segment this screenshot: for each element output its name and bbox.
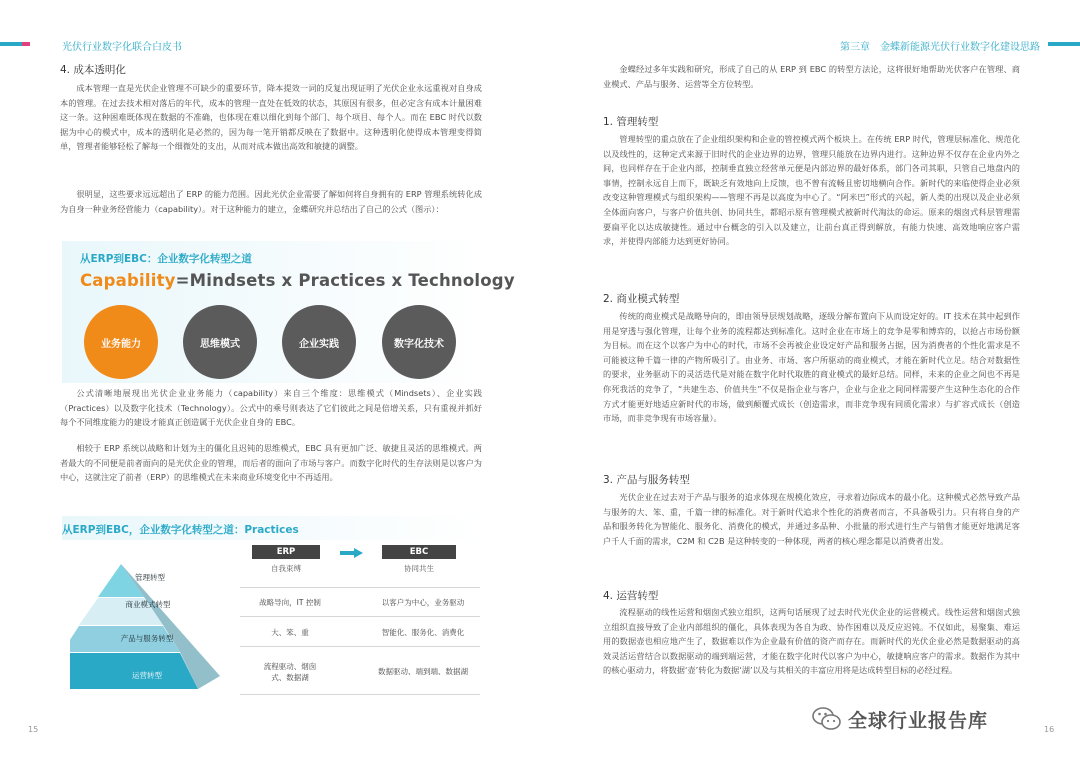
row-divider [240, 646, 480, 647]
chapter-title: 第三章 金蝶新能源光伏行业数字化建设思路 [840, 42, 1040, 53]
watermark [812, 704, 988, 734]
watermark-text: 全球行业报告库 [848, 709, 989, 732]
header-accent-bar-right [1048, 42, 1080, 46]
erp-subtitle: 自我束缚 [271, 564, 301, 573]
wechat-icon [812, 706, 842, 732]
pyramid-label-business-model: 商业模式转型 [125, 600, 171, 609]
page-number-left: 15 [28, 725, 39, 734]
circle-mindsets: 思维模式 [183, 305, 257, 379]
capability-figure [62, 241, 515, 383]
row-erp-operations: 流程驱动、烟囱式、数据湖 [263, 662, 317, 683]
pyramid-label-operations: 运营转型 [132, 671, 162, 680]
paragraph-capability: 很明显，这些要求远远超出了 ERP 的能力范围。因此光伏企业需要了解如何将自身拥有的 ERP 管理系统转化成为自身一种业务经营能力（capability）。对于这种能力的建立，金蝶研究并总结出了自己的公式（图示）： [60, 189, 482, 214]
header-accent-bar [0, 42, 22, 46]
row-erp-management: 战略导向，IT 控制 [259, 598, 321, 607]
heading-management: 1. 管理转型 [603, 116, 659, 128]
practices-figure [62, 516, 480, 696]
heading-product-service: 3. 产品与服务转型 [603, 474, 690, 486]
formula-factors: =Mindsets x Practices x Technology [175, 271, 515, 290]
paragraph-formula: 公式清晰地展现出光伏企业业务能力（capability）来自三个维度：思维模式（Mindsets）、企业实践（Practices）以及数字化技术（Technology）。公式中的乘号则表达了它们彼此之间是倍增关系，只有重视并抓好每个不同维度能力的建设才能真正创造属于光伏企业自身的 EBC。 [60, 388, 482, 428]
row-ebc-operations: 数据驱动、端到端、数据湖 [378, 667, 468, 676]
row-erp-business: 大、笨、重 [271, 628, 309, 637]
row-divider [240, 616, 480, 617]
heading-operations: 4. 运营转型 [603, 590, 659, 602]
section-title [60, 62, 482, 77]
paragraph-business-model: 传统的商业模式是战略导向的，即由领导层规划战略，逐级分解布置向下从而设定好的。IT 技术在其中起到作用是穿透与强化管理，让每个业务的流程都达到标准化。这时企业在市场上的竞争是零和博弈的，以抢占市场份额为目标。而在这个以客户为中心的时代，市场不会再被企业设定好产品和服务占据，因为消费者的个性化需求是不可能被这种千篇一律的产物所吸引了。由业务、市场、客户所驱动的商业模式，才能在新时代立足。结合对数据性的要求，业务驱动下的灵活迭代是对能在数字化时代取胜的商业模式的最好总结。同样，未来的企业之间也不再是你死我活的竞争了，“共建生态、价值共生”不仅是指企业与客户，企业与企业之间同样需要产生这种生态化的合作方式才能更好地适应新时代的市场，做到颠覆式成长（创造需求，而非竞争现有同质化需求）与扩容式成长（创造市场，而非竞争现有市场容量）。 [603, 311, 1020, 424]
practices-figure-title: 从ERP到EBC，企业数字化转型之道：Practices [62, 524, 299, 536]
row-ebc-management: 以客户为中心，业务驱动 [381, 598, 465, 607]
heading-business-model: 2. 商业模式转型 [603, 293, 680, 305]
row-divider [240, 694, 480, 695]
circle-practices: 企业实践 [282, 305, 356, 379]
header-title: 光伏行业数字化联合白皮书 [62, 42, 182, 53]
pyramid-label-product-service: 产品与服务转型 [120, 634, 174, 643]
paragraph-operations: 流程驱动的线性运营和烟囱式独立组织，这两句话展现了过去时代光伏企业的运营模式。线性运营和烟囱式独立组织直接导致了企业内部组织的僵化，具体表现为各自为政、协作困难以及反应迟钝。不仅如此，易聚集、难运用的数据壶也相应地产生了，数据难以作为企业最有价值的资产而存在。而新时代的光伏企业必然是数据驱动的高效灵活运营结合以数据驱动的端到端运营，才能在数字化时代以客户为中心，敏捷响应客户的需求。数据作为其中的核心驱动力，将数据‘壶’转化为数据‘湖’以及与其相关的丰富应用将是达成转型目标的必经过程。 [603, 607, 1020, 676]
ebc-tag: EBC [382, 545, 456, 559]
paragraph-management: 管理转型的重点放在了企业组织架构和企业的管控模式两个板块上。在传统 ERP 时代，管理层标准化、规范化以及线性的，这种定式来源于旧时代的企业边界的边界，管理只能放在边界内进行。这种边界不仅存在企业内外之间，也同样存在于企业内部，控制垂直独立经营单元便是内部边界的最好体系，部门各司其职，只管自己地盘内的事情，控制永远自上而下，既缺乏有效地向上反馈，也不曾有流畅且密切地横向合作。新时代的来临使得企业必须改变这种管理模式与组织架构——管理不再是以高度为中心了。“阿米巴”形式的兴起，新人类的出现以及企业必须全体面向客户，与客户价值共创、协同共生，都昭示原有管理模式被新时代淘汰的命运。原来的烟囱式科层管理需要扁平化以达成敏捷性。通过中台概念的引入以及建立，让前台真正得到解放，有能力快速、高效地响应客户需求，并使得内部能力达到更好协同。 [603, 134, 1020, 247]
erp-tag: ERP [252, 545, 320, 559]
paragraph-cost: 成本管理一直是光伏企业管理不可缺少的重要环节，降本提效一词的反复出现证明了光伏企业永远重视对自身成本的管理。在过去技术相对落后的年代，成本的管理一直处在低效的状态，其原因有很多，但必定含有成本计量困难这一条。这种困难既体现在数据的不准确，也体现在难以细化到每个部门、每个项目、每个人。而在 EBC 时代以数据为中心的模式中，成本的透明化是必然的，因为每一笔开销都反映在了数据中。这种透明化使得成本管理变得简单，管理者能够轻松了解每一个细微处的支出，从而对成本做出高效和敏捷的调整。 [60, 83, 482, 152]
section-heading: 4. 成本透明化 [60, 64, 126, 76]
paragraph-mindset: 相较于 ERP 系统以战略和计划为主的僵化且迟钝的思维模式，EBC 具有更加广泛、敏捷且灵活的思维模式。两者最大的不同便是前者面向的是光伏企业的管理，而后者的面向了市场与客户。而数字化时代的生存法则是以客户为中心，这就注定了前者（ERP）的思维模式在未来商业环境变化中不再适用。 [60, 443, 482, 483]
capability-formula [80, 271, 515, 290]
pyramid-label-management: 管理转型 [135, 573, 165, 582]
circle-technology: 数字化技术 [382, 305, 456, 379]
header-accent-bar-pink [22, 42, 30, 46]
row-ebc-business: 智能化、服务化、消费化 [381, 628, 465, 637]
page-number-right: 16 [1044, 725, 1055, 734]
arrow-right-icon [340, 548, 364, 558]
ebc-subtitle: 协同共生 [404, 564, 434, 573]
paragraph-intro: 金蝶经过多年实践和研究，形成了自己的从 ERP 到 EBC 的转型方法论，这将很好地帮助光伏客户在管理、商业模式、产品与服务、运营等全方位转型。 [603, 64, 1020, 89]
row-divider [240, 587, 480, 588]
capability-figure-title: 从ERP到EBC：企业数字化转型之道 [80, 253, 252, 265]
paragraph-product-service: 光伏企业在过去对于产品与服务的追求体现在规模化效应，寻求着边际成本的最小化。这种模式必然导致产品与服务的大、笨、重，千篇一律的标准化。对于新时代追求个性化的消费者而言，不具备吸引力。只有将自身的产品和服务转化为智能化、服务化、消费化的模式，并通过多品种、小批量的形式进行生产与销售才能更好地满足客户千人千面的需求，C2M 和 C2B 是这种转变的一种体现，两者的核心理念都是以消费者出发。 [603, 492, 1020, 546]
formula-capability: Capability [80, 271, 176, 290]
circle-business-capability: 业务能力 [84, 305, 158, 379]
